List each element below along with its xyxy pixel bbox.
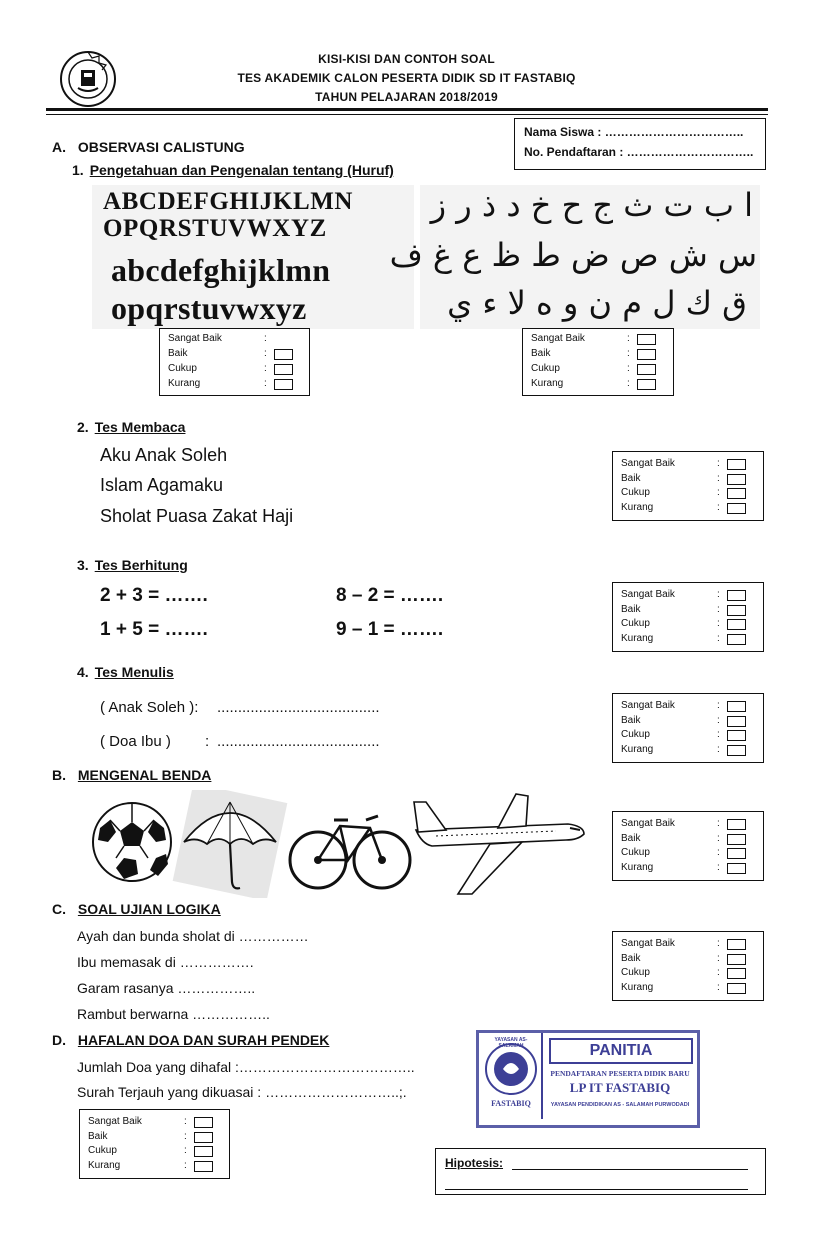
math-problem-3: 1 + 5 = ……. (100, 619, 208, 640)
rubric-colon: : (717, 502, 720, 513)
rubric-colon: : (184, 1131, 187, 1142)
header-rule-thick (46, 108, 768, 111)
rubric-colon: : (717, 604, 720, 615)
rubric-colon: : (717, 847, 720, 858)
section-c-title: SOAL UJIAN LOGIKA (77, 901, 221, 917)
rubric-checkbox-kurang[interactable] (727, 863, 746, 874)
rubric-label-sangat-baik: Sangat Baik (621, 938, 675, 949)
latin-uppercase-row-1: ABCDEFGHIJKLMN (103, 188, 354, 215)
rubric-checkbox-cukup[interactable] (727, 730, 746, 741)
rubric-checkbox-baik[interactable] (274, 349, 293, 360)
section-c-heading (52, 901, 221, 917)
rubric-checkbox-sangat-baik[interactable] (727, 459, 746, 470)
subsection-1-heading (72, 162, 394, 178)
rubric-colon: : (627, 333, 630, 344)
arabic-letters-row-3: ق ك ل م ن و ه لا ء ي (447, 284, 747, 322)
rubric-checkbox-sangat-baik[interactable] (194, 1117, 213, 1128)
rubric-label-kurang: Kurang (88, 1160, 121, 1171)
rubric-colon: : (264, 378, 267, 389)
rubric-colon: : (717, 618, 720, 629)
rubric-label-baik: Baik (168, 348, 188, 359)
header-line-2: TES AKADEMIK CALON PESERTA DIDIK SD IT FASTABIQ (237, 71, 576, 85)
stamp-title-box (549, 1038, 693, 1064)
reading-line-3: Sholat Puasa Zakat Haji (100, 506, 294, 526)
rubric-checkbox-baik[interactable] (727, 954, 746, 965)
subsection-4-title: Tes Menulis (94, 664, 174, 680)
section-a-title: OBSERVASI CALISTUNG (77, 139, 245, 155)
subsection-4-heading (77, 664, 174, 680)
reading-line-1: Aku Anak Soleh (100, 445, 228, 465)
rubric-colon: : (717, 487, 720, 498)
rubric-label-kurang: Kurang (168, 378, 201, 389)
rubric-checkbox-cukup[interactable] (637, 364, 656, 375)
rubric-checkbox-baik[interactable] (637, 349, 656, 360)
rubric-label-sangat-baik: Sangat Baik (621, 458, 675, 469)
stamp-divider (541, 1033, 543, 1119)
rubric-checkbox-kurang[interactable] (727, 634, 746, 645)
rubric-colon: : (184, 1160, 187, 1171)
rubric-label-kurang: Kurang (621, 862, 654, 873)
rubric-checkbox-sangat-baik[interactable] (727, 590, 746, 601)
section-b-title: MENGENAL BENDA (77, 767, 212, 783)
rubric-colon: : (627, 363, 630, 374)
umbrella-icon (173, 790, 288, 898)
arabic-letters-row-2: س ش ص ض ط ظ ع غ ف (389, 236, 757, 274)
rubric-checkbox-cukup[interactable] (727, 488, 746, 499)
rubric-checkbox-kurang[interactable] (274, 379, 293, 390)
subsection-3-title: Tes Berhitung (94, 557, 188, 573)
rubric-colon: : (717, 862, 720, 873)
rubric-label-kurang: Kurang (621, 502, 654, 513)
rubric-checkbox-baik[interactable] (727, 834, 746, 845)
rubric-label-cukup: Cukup (621, 729, 650, 740)
hypothesis-line-2[interactable] (445, 1189, 748, 1190)
rubric-box-logic (612, 931, 764, 1001)
bicycle-icon (290, 816, 410, 888)
rubric-checkbox-kurang[interactable] (194, 1161, 213, 1172)
section-d-heading (52, 1032, 329, 1048)
rubric-checkbox-baik[interactable] (727, 716, 746, 727)
subsection-3-heading (77, 557, 188, 573)
rubric-colon: : (717, 953, 720, 964)
rubric-colon: : (717, 938, 720, 949)
header-line-1: KISI-KISI DAN CONTOH SOAL (318, 52, 495, 66)
rubric-checkbox-baik[interactable] (727, 474, 746, 485)
latin-uppercase-row-2: OPQRSTUVWXYZ (103, 215, 327, 242)
rubric-checkbox-kurang[interactable] (727, 983, 746, 994)
section-a-letter: A. (52, 139, 66, 155)
rubric-label-baik: Baik (621, 473, 641, 484)
arabic-letters-row-1: ا ب ت ث ج ح خ د ذ ر ز (430, 186, 753, 224)
writing-label-2: ( Doa Ibu ) (100, 733, 171, 750)
logic-question-2[interactable]: Ibu memasak di ……………. (77, 954, 254, 970)
student-name-field[interactable]: Nama Siswa : …………………………….. (524, 125, 744, 139)
rubric-label-cukup: Cukup (621, 847, 650, 858)
stamp-line-2: LP IT FASTABIQ (569, 1080, 671, 1095)
registration-number-field[interactable]: No. Pendaftaran : ………………………….. (524, 145, 754, 159)
rubric-label-cukup: Cukup (621, 618, 650, 629)
rubric-colon: : (717, 458, 720, 469)
rubric-colon: : (717, 967, 720, 978)
rubric-checkbox-cukup[interactable] (194, 1146, 213, 1157)
rubric-checkbox-sangat-baik[interactable] (727, 939, 746, 950)
stamp-line-3: YAYASAN PENDIDIKAN AS - SALAMAH PURWODADI (550, 1102, 690, 1108)
rubric-label-sangat-baik: Sangat Baik (168, 333, 222, 344)
rubric-label-kurang: Kurang (621, 633, 654, 644)
rubric-colon: : (627, 348, 630, 359)
latin-lowercase-row-1: abcdefghijklmn (111, 252, 331, 288)
section-d-title: HAFALAN DOA DAN SURAH PENDEK (77, 1032, 330, 1048)
logic-question-3[interactable]: Garam rasanya …………….. (77, 980, 256, 996)
rubric-colon: : (264, 333, 267, 344)
rubric-colon: : (717, 744, 720, 755)
rubric-checkbox-baik[interactable] (727, 605, 746, 616)
rubric-colon: : (717, 833, 720, 844)
memorization-question-1[interactable]: Jumlah Doa yang dihafal :……………………………….. (77, 1059, 415, 1075)
rubric-label-kurang: Kurang (531, 378, 564, 389)
airplane-icon (414, 794, 584, 894)
section-b-letter: B. (52, 767, 66, 783)
rubric-colon: : (717, 700, 720, 711)
rubric-label-baik: Baik (88, 1131, 108, 1142)
rubric-label-sangat-baik: Sangat Baik (621, 818, 675, 829)
rubric-box-latin (159, 328, 310, 396)
reading-line-2: Islam Agamaku (100, 475, 224, 495)
rubric-colon: : (627, 378, 630, 389)
rubric-colon: : (717, 715, 720, 726)
rubric-checkbox-cukup[interactable] (727, 968, 746, 979)
rubric-label-kurang: Kurang (621, 982, 654, 993)
section-a-heading (52, 139, 245, 155)
rubric-label-baik: Baik (621, 953, 641, 964)
stamp-line-1: PENDAFTARAN PESERTA DIDIK BARU (550, 1069, 690, 1078)
writing-label-1: ( Anak Soleh ): (100, 699, 199, 716)
rubric-colon: : (717, 729, 720, 740)
rubric-checkbox-cukup[interactable] (727, 619, 746, 630)
student-info-box (514, 118, 766, 170)
rubric-checkbox-kurang[interactable] (637, 379, 656, 390)
rubric-colon: : (264, 363, 267, 374)
rubric-checkbox-sangat-baik[interactable] (727, 819, 746, 830)
rubric-label-sangat-baik: Sangat Baik (621, 589, 675, 600)
math-problem-4: 9 – 1 = ……. (336, 619, 444, 640)
rubric-label-baik: Baik (621, 833, 641, 844)
hypothesis-box (435, 1148, 766, 1195)
rubric-label-cukup: Cukup (531, 363, 560, 374)
rubric-colon: : (184, 1145, 187, 1156)
rubric-label-cukup: Cukup (168, 363, 197, 374)
rubric-colon: : (717, 982, 720, 993)
writing-colon-2: : (205, 733, 210, 750)
subsection-2-heading (77, 419, 185, 435)
stamp-seal-ring-text: YAYASAN AS-SALAMAH (494, 1037, 528, 1049)
rubric-checkbox-sangat-baik[interactable] (727, 701, 746, 712)
rubric-label-baik: Baik (621, 604, 641, 615)
subsection-3-number: 3. (77, 557, 89, 573)
stamp-seal (483, 1039, 539, 1113)
subsection-1-number: 1. (72, 162, 84, 178)
rubric-colon: : (264, 348, 267, 359)
math-problem-2: 8 – 2 = ……. (336, 585, 444, 606)
rubric-colon: : (717, 473, 720, 484)
rubric-checkbox-baik[interactable] (194, 1132, 213, 1143)
rubric-label-sangat-baik: Sangat Baik (621, 700, 675, 711)
rubric-colon: : (717, 633, 720, 644)
writing-line-2[interactable]: ....................................... (217, 733, 380, 750)
rubric-label-sangat-baik: Sangat Baik (531, 333, 585, 344)
section-d-letter: D. (52, 1032, 66, 1048)
rubric-colon: : (717, 589, 720, 600)
rubric-box-writing (612, 693, 764, 763)
rubric-label-cukup: Cukup (88, 1145, 117, 1156)
rubric-label-sangat-baik: Sangat Baik (88, 1116, 142, 1127)
header-rule-thin (46, 114, 768, 115)
rubric-checkbox-sangat-baik[interactable] (637, 334, 656, 345)
rubric-checkbox-cukup[interactable] (727, 848, 746, 859)
section-b-heading (52, 767, 211, 783)
memorization-question-2[interactable]: Surah Terjauh yang dikuasai : ………………………..;. (77, 1084, 407, 1100)
hypothesis-line-1[interactable] (512, 1169, 748, 1170)
math-problem-1: 2 + 3 = ……. (100, 585, 208, 606)
rubric-label-baik: Baik (621, 715, 641, 726)
subsection-2-title: Tes Membaca (94, 419, 186, 435)
subsection-4-number: 4. (77, 664, 89, 680)
stamp-seal-word: FASTABIQ (491, 1099, 531, 1108)
rubric-box-reading (612, 451, 764, 521)
rubric-box-counting (612, 582, 764, 652)
rubric-box-memorization (79, 1109, 230, 1179)
rubric-label-cukup: Cukup (621, 967, 650, 978)
header-line-3: TAHUN PELAJARAN 2018/2019 (315, 90, 498, 104)
subsection-2-number: 2. (77, 419, 89, 435)
rubric-colon: : (717, 818, 720, 829)
rubric-box-arabic (522, 328, 674, 396)
stamp-title: PANITIA (589, 1042, 653, 1059)
section-c-letter: C. (52, 901, 66, 917)
committee-stamp (476, 1030, 700, 1128)
soccer-ball-icon (93, 803, 171, 881)
logic-question-1[interactable]: Ayah dan bunda sholat di …………… (77, 928, 309, 944)
rubric-box-objects (612, 811, 764, 881)
subsection-1-title: Pengetahuan dan Pengenalan tentang (Huruf) (89, 162, 394, 178)
hypothesis-label: Hipotesis: (445, 1156, 504, 1170)
logic-question-4[interactable]: Rambut berwarna …………….. (77, 1006, 270, 1022)
rubric-checkbox-kurang[interactable] (727, 745, 746, 756)
rubric-checkbox-kurang[interactable] (727, 503, 746, 514)
objects-panel (86, 790, 590, 898)
writing-line-1[interactable]: ....................................... (217, 699, 380, 716)
rubric-checkbox-cukup[interactable] (274, 364, 293, 375)
latin-lowercase-row-2: opqrstuvwxyz (111, 290, 307, 326)
rubric-colon: : (184, 1116, 187, 1127)
rubric-label-baik: Baik (531, 348, 551, 359)
rubric-label-cukup: Cukup (621, 487, 650, 498)
rubric-label-kurang: Kurang (621, 744, 654, 755)
